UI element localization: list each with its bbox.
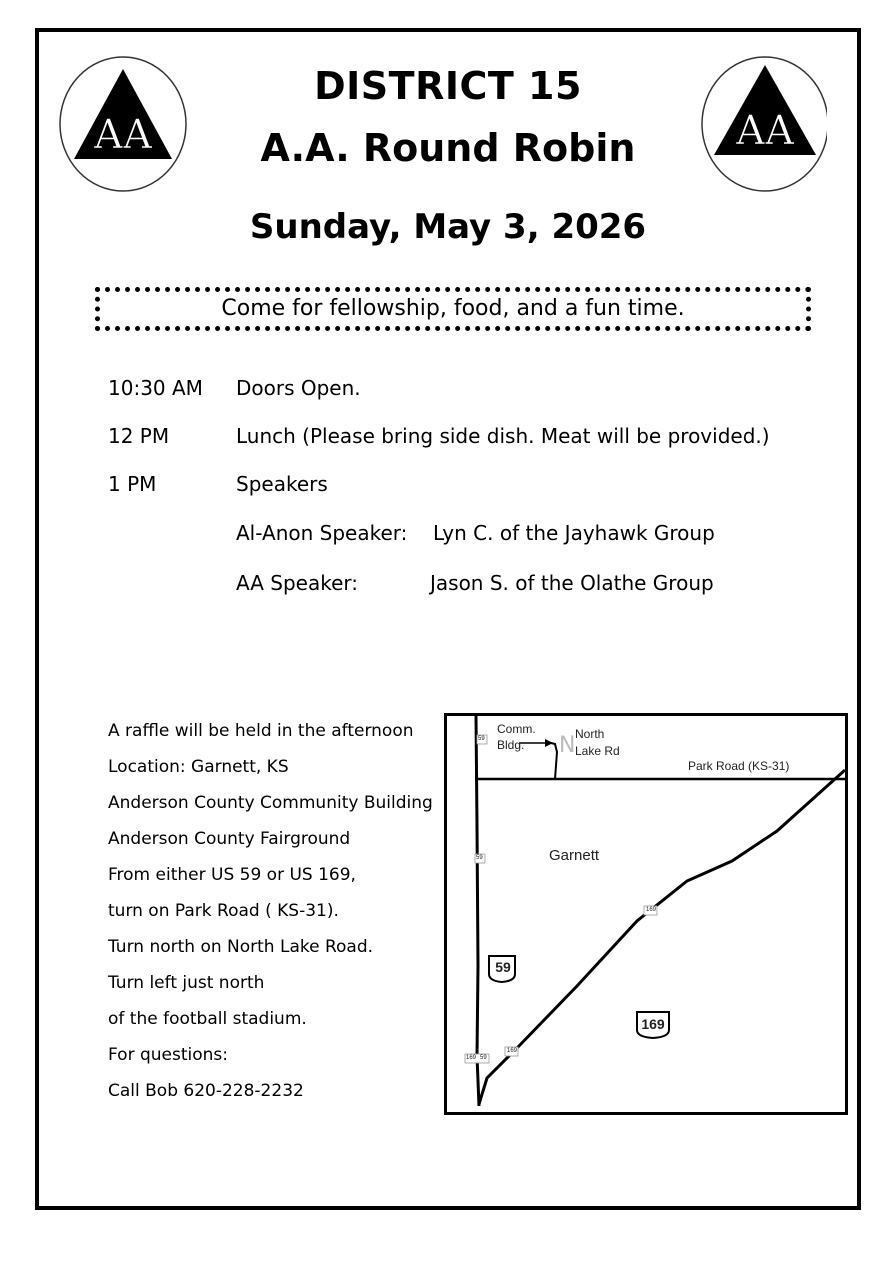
- schedule-time: 1 PM: [108, 472, 157, 496]
- us59-shield-label: 59: [495, 959, 511, 975]
- info-line: Call Bob 620-228-2232: [108, 1081, 304, 1101]
- schedule-desc: Lunch (Please bring side dish. Meat will be provided.): [236, 424, 770, 448]
- map-label-park-road: Park Road (KS-31): [688, 759, 790, 773]
- svg-text:AA: AA: [736, 108, 794, 154]
- map-marker-59: 59: [478, 736, 485, 742]
- arrow-icon: [545, 739, 553, 747]
- info-line: Location: Garnett, KS: [108, 757, 289, 777]
- info-line: turn on Park Road ( KS-31).: [108, 901, 339, 921]
- north-arrow-icon: N: [559, 733, 576, 758]
- schedule-desc: Speakers: [236, 472, 328, 496]
- schedule-time: 10:30 AM: [108, 376, 203, 400]
- title-district: DISTRICT 15: [314, 64, 582, 108]
- map-marker-59: 59: [480, 1055, 487, 1061]
- us59-road-line: [476, 716, 479, 1106]
- map-label-north: North: [575, 727, 605, 741]
- north-lake-road-line: [547, 742, 557, 779]
- location-map: [444, 713, 848, 1115]
- info-line: A raffle will be held in the afternoon: [108, 721, 414, 741]
- title-event: A.A. Round Robin: [260, 126, 636, 170]
- speaker-name: Lyn C. of the Jayhawk Group: [433, 521, 715, 545]
- speaker-role: AA Speaker:: [236, 571, 359, 595]
- info-line: Anderson County Fairground: [108, 829, 351, 849]
- schedule-time: 12 PM: [108, 424, 170, 448]
- map-label-lake-rd: Lake Rd: [575, 744, 620, 758]
- speaker-name: Jason S. of the Olathe Group: [430, 571, 714, 595]
- info-line: For questions:: [108, 1045, 228, 1065]
- event-date: Sunday, May 3, 2026: [249, 207, 647, 247]
- map-marker-169: 169: [646, 907, 657, 913]
- info-line: of the football stadium.: [108, 1009, 307, 1029]
- directions-info: [108, 716, 448, 1112]
- schedule-desc: Doors Open.: [236, 376, 361, 400]
- map-label-town: Garnett: [549, 847, 600, 864]
- info-line: Turn north on North Lake Road.: [108, 937, 374, 957]
- map-label-comm: Comm.: [497, 722, 536, 736]
- speaker-role: Al-Anon Speaker:: [236, 521, 408, 545]
- map-marker-59: 59: [476, 855, 483, 861]
- tagline-box: Come for fellowship, food, and a fun time.: [95, 287, 811, 331]
- map-label-bldg: Bldg.: [497, 738, 525, 752]
- map-marker-169: 169: [507, 1048, 518, 1054]
- svg-text:AA: AA: [94, 112, 152, 158]
- us169-shield-label: 169: [641, 1016, 665, 1032]
- info-line: From either US 59 or US 169,: [108, 865, 356, 885]
- info-line: Anderson County Community Building: [108, 793, 433, 813]
- map-marker-169: 169: [466, 1055, 477, 1061]
- info-line: Turn left just north: [108, 973, 265, 993]
- us169-road-line: [479, 770, 845, 1104]
